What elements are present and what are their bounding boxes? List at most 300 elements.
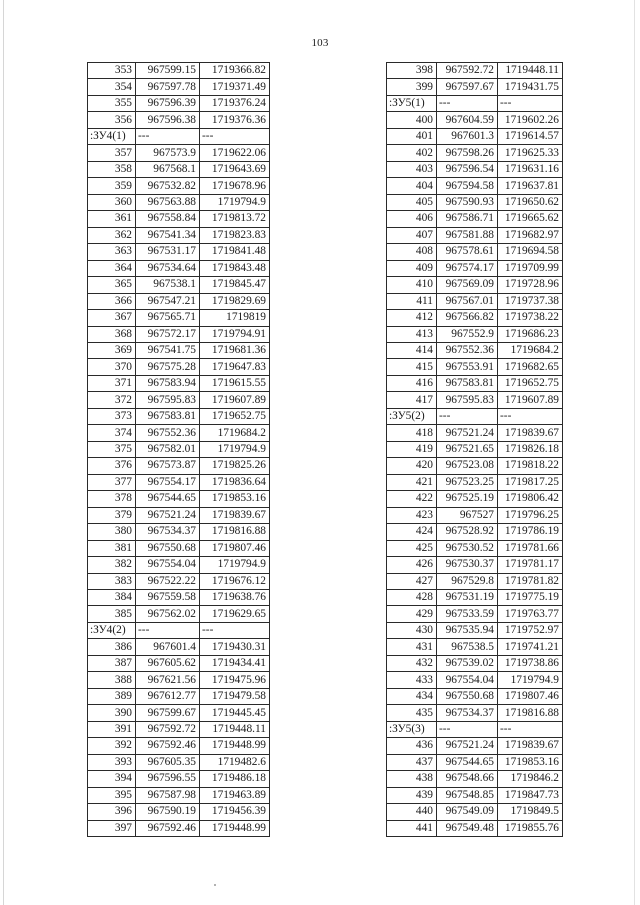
x-coordinate-cell: 967554.04 <box>437 672 498 688</box>
point-number-cell: 356 <box>88 112 136 128</box>
x-coordinate-cell: --- <box>136 128 200 144</box>
point-number-cell: 412 <box>387 310 437 326</box>
point-number-cell: 423 <box>387 507 437 523</box>
coordinate-row <box>387 211 563 227</box>
point-number-cell: 377 <box>88 474 136 490</box>
x-coordinate-cell: 967573.9 <box>136 145 200 161</box>
point-number-cell: 410 <box>387 277 437 293</box>
y-coordinate-cell: 1719637.81 <box>498 178 563 194</box>
y-coordinate-cell: 1719631.16 <box>498 161 563 177</box>
coordinate-row <box>387 622 563 638</box>
y-coordinate-cell: 1719816.88 <box>498 705 563 721</box>
x-coordinate-cell: 967583.94 <box>136 375 200 391</box>
coordinate-row <box>387 590 563 606</box>
x-coordinate-cell: 967599.67 <box>136 705 200 721</box>
y-coordinate-cell: 1719781.66 <box>498 540 563 556</box>
x-coordinate-cell: 967554.17 <box>136 474 200 490</box>
y-coordinate-cell: 1719794.9 <box>498 672 563 688</box>
page-number: 103 <box>311 37 329 49</box>
coordinate-row <box>387 557 563 573</box>
x-coordinate-cell: 967538.1 <box>136 277 200 293</box>
coordinate-row <box>88 194 270 210</box>
coordinate-row <box>88 441 270 457</box>
parcel-label-cell: :ЗУ4(2) <box>88 622 136 638</box>
y-coordinate-cell: 1719786.19 <box>498 524 563 540</box>
point-number-cell: 395 <box>88 787 136 803</box>
x-coordinate-cell: 967601.3 <box>437 128 498 144</box>
y-coordinate-cell: 1719682.97 <box>498 227 563 243</box>
x-coordinate-cell: 967581.88 <box>437 227 498 243</box>
point-number-cell: 434 <box>387 688 437 704</box>
x-coordinate-cell: 967529.8 <box>437 573 498 589</box>
y-coordinate-cell: 1719434.41 <box>200 655 270 671</box>
x-coordinate-cell: 967550.68 <box>136 540 200 556</box>
x-coordinate-cell: 967590.93 <box>437 194 498 210</box>
x-coordinate-cell: 967599.15 <box>136 63 200 79</box>
x-coordinate-cell: 967583.81 <box>437 375 498 391</box>
point-number-cell: 419 <box>387 441 437 457</box>
point-number-cell: 416 <box>387 375 437 391</box>
x-coordinate-cell: 967548.85 <box>437 787 498 803</box>
x-coordinate-cell: 967568.1 <box>136 161 200 177</box>
coordinate-row <box>387 326 563 342</box>
y-coordinate-cell: 1719445.45 <box>200 705 270 721</box>
y-coordinate-cell: 1719430.31 <box>200 639 270 655</box>
x-coordinate-cell: 967528.92 <box>437 524 498 540</box>
x-coordinate-cell: 967575.28 <box>136 359 200 375</box>
x-coordinate-cell: 967567.01 <box>437 293 498 309</box>
coordinate-row <box>88 491 270 507</box>
y-coordinate-cell: 1719849.5 <box>498 804 563 820</box>
point-number-cell: 409 <box>387 260 437 276</box>
coordinate-row <box>387 655 563 671</box>
coordinate-row <box>88 557 270 573</box>
y-coordinate-cell: 1719853.16 <box>498 754 563 770</box>
x-coordinate-cell: 967583.81 <box>136 408 200 424</box>
coordinate-row <box>88 590 270 606</box>
coordinate-row <box>387 359 563 375</box>
x-coordinate-cell: 967532.82 <box>136 178 200 194</box>
x-coordinate-cell: 967592.72 <box>437 63 498 79</box>
y-coordinate-cell: 1719647.83 <box>200 359 270 375</box>
x-coordinate-cell: 967587.98 <box>136 787 200 803</box>
x-coordinate-cell: 967562.02 <box>136 606 200 622</box>
point-number-cell: 394 <box>88 771 136 787</box>
coordinate-row <box>387 688 563 704</box>
x-coordinate-cell: 967590.19 <box>136 804 200 820</box>
x-coordinate-cell: 967563.88 <box>136 194 200 210</box>
coordinate-row <box>387 606 563 622</box>
y-coordinate-cell: 1719376.24 <box>200 95 270 111</box>
y-coordinate-cell: 1719607.89 <box>498 392 563 408</box>
x-coordinate-cell: 967534.37 <box>437 705 498 721</box>
scan-edge-right <box>634 0 635 905</box>
y-coordinate-cell: 1719448.99 <box>200 738 270 754</box>
x-coordinate-cell: 967547.21 <box>136 293 200 309</box>
coordinate-row <box>387 425 563 441</box>
point-number-cell: 378 <box>88 491 136 507</box>
scan-edge-left <box>3 0 4 905</box>
y-coordinate-cell: 1719615.55 <box>200 375 270 391</box>
point-number-cell: 400 <box>387 112 437 128</box>
point-number-cell: 371 <box>88 375 136 391</box>
coordinate-row <box>88 342 270 358</box>
point-number-cell: 407 <box>387 227 437 243</box>
coordinate-row <box>88 293 270 309</box>
coordinate-row <box>88 277 270 293</box>
y-coordinate-cell: 1719681.36 <box>200 342 270 358</box>
y-coordinate-cell: 1719846.2 <box>498 771 563 787</box>
x-coordinate-cell: 967592.72 <box>136 721 200 737</box>
y-coordinate-cell: 1719678.96 <box>200 178 270 194</box>
y-coordinate-cell: 1719796.25 <box>498 507 563 523</box>
point-number-cell: 436 <box>387 738 437 754</box>
coordinate-row <box>88 95 270 111</box>
parcel-label-row <box>387 95 563 111</box>
coordinate-row <box>387 672 563 688</box>
point-number-cell: 425 <box>387 540 437 556</box>
coordinate-row <box>88 375 270 391</box>
coordinate-row <box>88 738 270 754</box>
point-number-cell: 384 <box>88 590 136 606</box>
coordinate-row <box>88 425 270 441</box>
y-coordinate-cell: 1719816.88 <box>200 524 270 540</box>
x-coordinate-cell: --- <box>437 721 498 737</box>
coordinate-row <box>387 540 563 556</box>
point-number-cell: 369 <box>88 342 136 358</box>
point-number-cell: 376 <box>88 458 136 474</box>
point-number-cell: 380 <box>88 524 136 540</box>
x-coordinate-cell: 967550.68 <box>437 688 498 704</box>
x-coordinate-cell: 967530.37 <box>437 557 498 573</box>
x-coordinate-cell: 967595.83 <box>437 392 498 408</box>
y-coordinate-cell: 1719839.67 <box>498 738 563 754</box>
point-number-cell: 418 <box>387 425 437 441</box>
x-coordinate-cell: 967521.24 <box>437 425 498 441</box>
coordinate-row <box>387 524 563 540</box>
y-coordinate-cell: 1719448.11 <box>498 63 563 79</box>
x-coordinate-cell: 967596.39 <box>136 95 200 111</box>
coordinate-row <box>387 63 563 79</box>
point-number-cell: 385 <box>88 606 136 622</box>
y-coordinate-cell: 1719475.96 <box>200 672 270 688</box>
y-coordinate-cell: 1719741.21 <box>498 639 563 655</box>
point-number-cell: 391 <box>88 721 136 737</box>
x-coordinate-cell: 967552.36 <box>136 425 200 441</box>
coordinate-row <box>88 804 270 820</box>
y-coordinate-cell: 1719665.62 <box>498 211 563 227</box>
point-number-cell: 429 <box>387 606 437 622</box>
x-coordinate-cell: 967594.58 <box>437 178 498 194</box>
x-coordinate-cell: 967559.58 <box>136 590 200 606</box>
x-coordinate-cell: 967527 <box>437 507 498 523</box>
point-number-cell: 396 <box>88 804 136 820</box>
point-number-cell: 354 <box>88 79 136 95</box>
y-coordinate-cell: 1719602.26 <box>498 112 563 128</box>
y-coordinate-cell: 1719728.96 <box>498 277 563 293</box>
x-coordinate-cell: 967534.37 <box>136 524 200 540</box>
x-coordinate-cell: 967596.55 <box>136 771 200 787</box>
coordinate-row <box>88 408 270 424</box>
parcel-label-row <box>88 622 270 638</box>
x-coordinate-cell: 967592.46 <box>136 820 200 836</box>
x-coordinate-cell: 967596.54 <box>437 161 498 177</box>
x-coordinate-cell: 967586.71 <box>437 211 498 227</box>
parcel-label-cell: :ЗУ5(2) <box>387 408 437 424</box>
coordinates-table-right <box>386 62 563 837</box>
coordinate-row <box>387 194 563 210</box>
y-coordinate-cell: 1719737.38 <box>498 293 563 309</box>
coordinate-row <box>387 277 563 293</box>
point-number-cell: 359 <box>88 178 136 194</box>
point-number-cell: 375 <box>88 441 136 457</box>
coordinate-row <box>387 112 563 128</box>
coordinate-row <box>387 260 563 276</box>
y-coordinate-cell: 1719823.83 <box>200 227 270 243</box>
coordinate-row <box>88 63 270 79</box>
point-number-cell: 441 <box>387 820 437 836</box>
coordinate-row <box>88 787 270 803</box>
point-number-cell: 381 <box>88 540 136 556</box>
x-coordinate-cell: 967549.48 <box>437 820 498 836</box>
y-coordinate-cell: 1719448.99 <box>200 820 270 836</box>
y-coordinate-cell: 1719684.2 <box>200 425 270 441</box>
coordinate-row <box>88 244 270 260</box>
y-coordinate-cell: 1719817.25 <box>498 474 563 490</box>
coordinate-row <box>387 161 563 177</box>
x-coordinate-cell: 967578.61 <box>437 244 498 260</box>
coordinate-row <box>387 458 563 474</box>
coordinate-row <box>387 705 563 721</box>
y-coordinate-cell: 1719752.97 <box>498 622 563 638</box>
y-coordinate-cell: 1719431.75 <box>498 79 563 95</box>
y-coordinate-cell: 1719855.76 <box>498 820 563 836</box>
x-coordinate-cell: 967531.17 <box>136 244 200 260</box>
coordinate-row <box>387 293 563 309</box>
coordinate-row <box>387 474 563 490</box>
y-coordinate-cell: 1719479.58 <box>200 688 270 704</box>
y-coordinate-cell: 1719652.75 <box>200 408 270 424</box>
y-coordinate-cell: 1719629.65 <box>200 606 270 622</box>
point-number-cell: 415 <box>387 359 437 375</box>
point-number-cell: 390 <box>88 705 136 721</box>
point-number-cell: 357 <box>88 145 136 161</box>
y-coordinate-cell: 1719819 <box>200 310 270 326</box>
y-coordinate-cell: --- <box>200 128 270 144</box>
point-number-cell: 403 <box>387 161 437 177</box>
coordinate-row <box>88 79 270 95</box>
coordinate-row <box>88 688 270 704</box>
y-coordinate-cell: 1719763.77 <box>498 606 563 622</box>
coordinate-row <box>88 392 270 408</box>
x-coordinate-cell: 967521.24 <box>437 738 498 754</box>
point-number-cell: 383 <box>88 573 136 589</box>
parcel-label-row <box>387 408 563 424</box>
y-coordinate-cell: 1719781.17 <box>498 557 563 573</box>
coordinate-row <box>88 359 270 375</box>
point-number-cell: 428 <box>387 590 437 606</box>
x-coordinate-cell: 967530.52 <box>437 540 498 556</box>
point-number-cell: 355 <box>88 95 136 111</box>
y-coordinate-cell: --- <box>498 95 563 111</box>
coordinate-row <box>88 655 270 671</box>
y-coordinate-cell: 1719738.22 <box>498 310 563 326</box>
point-number-cell: 360 <box>88 194 136 210</box>
y-coordinate-cell: 1719839.67 <box>498 425 563 441</box>
scan-speck <box>214 884 216 886</box>
point-number-cell: 372 <box>88 392 136 408</box>
y-coordinate-cell: 1719709.99 <box>498 260 563 276</box>
y-coordinate-cell: 1719614.57 <box>498 128 563 144</box>
point-number-cell: 373 <box>88 408 136 424</box>
point-number-cell: 368 <box>88 326 136 342</box>
parcel-label-cell: :ЗУ5(1) <box>387 95 437 111</box>
y-coordinate-cell: 1719836.64 <box>200 474 270 490</box>
coordinate-row <box>387 754 563 770</box>
point-number-cell: 433 <box>387 672 437 688</box>
point-number-cell: 438 <box>387 771 437 787</box>
point-number-cell: 420 <box>387 458 437 474</box>
point-number-cell: 424 <box>387 524 437 540</box>
y-coordinate-cell: 1719371.49 <box>200 79 270 95</box>
coordinate-row <box>88 820 270 836</box>
y-coordinate-cell: 1719794.9 <box>200 441 270 457</box>
coordinate-row <box>88 507 270 523</box>
point-number-cell: 353 <box>88 63 136 79</box>
point-number-cell: 411 <box>387 293 437 309</box>
y-coordinate-cell: 1719376.36 <box>200 112 270 128</box>
x-coordinate-cell: 967521.65 <box>437 441 498 457</box>
y-coordinate-cell: 1719456.39 <box>200 804 270 820</box>
coordinate-row <box>387 820 563 836</box>
coordinate-row <box>387 507 563 523</box>
point-number-cell: 406 <box>387 211 437 227</box>
x-coordinate-cell: --- <box>136 622 200 638</box>
point-number-cell: 387 <box>88 655 136 671</box>
coordinate-row <box>387 375 563 391</box>
point-number-cell: 431 <box>387 639 437 655</box>
point-number-cell: 414 <box>387 342 437 358</box>
y-coordinate-cell: 1719463.89 <box>200 787 270 803</box>
coordinate-row <box>88 639 270 655</box>
point-number-cell: 388 <box>88 672 136 688</box>
x-coordinate-cell: --- <box>437 95 498 111</box>
point-number-cell: 437 <box>387 754 437 770</box>
parcel-label-cell: :ЗУ4(1) <box>88 128 136 144</box>
coordinate-row <box>387 178 563 194</box>
y-coordinate-cell: 1719845.47 <box>200 277 270 293</box>
coordinate-row <box>387 804 563 820</box>
x-coordinate-cell: 967544.65 <box>437 754 498 770</box>
point-number-cell: 399 <box>387 79 437 95</box>
y-coordinate-cell: 1719829.69 <box>200 293 270 309</box>
coordinate-row <box>88 705 270 721</box>
x-coordinate-cell: 967535.94 <box>437 622 498 638</box>
x-coordinate-cell: --- <box>437 408 498 424</box>
y-coordinate-cell: 1719825.26 <box>200 458 270 474</box>
coordinate-row <box>387 244 563 260</box>
coordinate-row <box>88 771 270 787</box>
x-coordinate-cell: 967541.34 <box>136 227 200 243</box>
y-coordinate-cell: 1719625.33 <box>498 145 563 161</box>
x-coordinate-cell: 967565.71 <box>136 310 200 326</box>
x-coordinate-cell: 967523.08 <box>437 458 498 474</box>
point-number-cell: 361 <box>88 211 136 227</box>
point-number-cell: 402 <box>387 145 437 161</box>
coordinate-row <box>387 738 563 754</box>
y-coordinate-cell: 1719794.9 <box>200 194 270 210</box>
point-number-cell: 401 <box>387 128 437 144</box>
y-coordinate-cell: 1719807.46 <box>200 540 270 556</box>
coordinate-row <box>88 524 270 540</box>
x-coordinate-cell: 967552.36 <box>437 342 498 358</box>
x-coordinate-cell: 967597.78 <box>136 79 200 95</box>
coordinate-row <box>88 721 270 737</box>
y-coordinate-cell: 1719482.6 <box>200 754 270 770</box>
y-coordinate-cell: 1719622.06 <box>200 145 270 161</box>
y-coordinate-cell: 1719841.48 <box>200 244 270 260</box>
x-coordinate-cell: 967621.56 <box>136 672 200 688</box>
y-coordinate-cell: 1719686.23 <box>498 326 563 342</box>
coordinates-table-right-body <box>387 63 563 837</box>
x-coordinate-cell: 967566.82 <box>437 310 498 326</box>
y-coordinate-cell: 1719818.22 <box>498 458 563 474</box>
coordinate-row <box>387 441 563 457</box>
x-coordinate-cell: 967605.62 <box>136 655 200 671</box>
point-number-cell: 363 <box>88 244 136 260</box>
x-coordinate-cell: 967582.01 <box>136 441 200 457</box>
x-coordinate-cell: 967553.91 <box>437 359 498 375</box>
y-coordinate-cell: 1719652.75 <box>498 375 563 391</box>
x-coordinate-cell: 967549.09 <box>437 804 498 820</box>
coordinate-row <box>88 227 270 243</box>
x-coordinate-cell: 967595.83 <box>136 392 200 408</box>
x-coordinate-cell: 967521.24 <box>136 507 200 523</box>
point-number-cell: 413 <box>387 326 437 342</box>
point-number-cell: 382 <box>88 557 136 573</box>
x-coordinate-cell: 967598.26 <box>437 145 498 161</box>
coordinate-row <box>387 639 563 655</box>
point-number-cell: 435 <box>387 705 437 721</box>
x-coordinate-cell: 967558.84 <box>136 211 200 227</box>
x-coordinate-cell: 967538.5 <box>437 639 498 655</box>
x-coordinate-cell: 967573.87 <box>136 458 200 474</box>
y-coordinate-cell: 1719781.82 <box>498 573 563 589</box>
y-coordinate-cell: 1719650.62 <box>498 194 563 210</box>
y-coordinate-cell: 1719843.48 <box>200 260 270 276</box>
x-coordinate-cell: 967605.35 <box>136 754 200 770</box>
coordinates-table-left <box>87 62 270 837</box>
parcel-label-row <box>387 721 563 737</box>
coordinate-row <box>387 392 563 408</box>
coordinate-row <box>387 771 563 787</box>
coordinate-row <box>88 310 270 326</box>
point-number-cell: 370 <box>88 359 136 375</box>
coordinate-row <box>88 458 270 474</box>
point-number-cell: 374 <box>88 425 136 441</box>
x-coordinate-cell: 967548.66 <box>437 771 498 787</box>
point-number-cell: 392 <box>88 738 136 754</box>
point-number-cell: 364 <box>88 260 136 276</box>
y-coordinate-cell: 1719806.42 <box>498 491 563 507</box>
coordinate-row <box>88 145 270 161</box>
y-coordinate-cell: 1719366.82 <box>200 63 270 79</box>
y-coordinate-cell: 1719775.19 <box>498 590 563 606</box>
point-number-cell: 393 <box>88 754 136 770</box>
x-coordinate-cell: 967534.64 <box>136 260 200 276</box>
point-number-cell: 398 <box>387 63 437 79</box>
point-number-cell: 367 <box>88 310 136 326</box>
